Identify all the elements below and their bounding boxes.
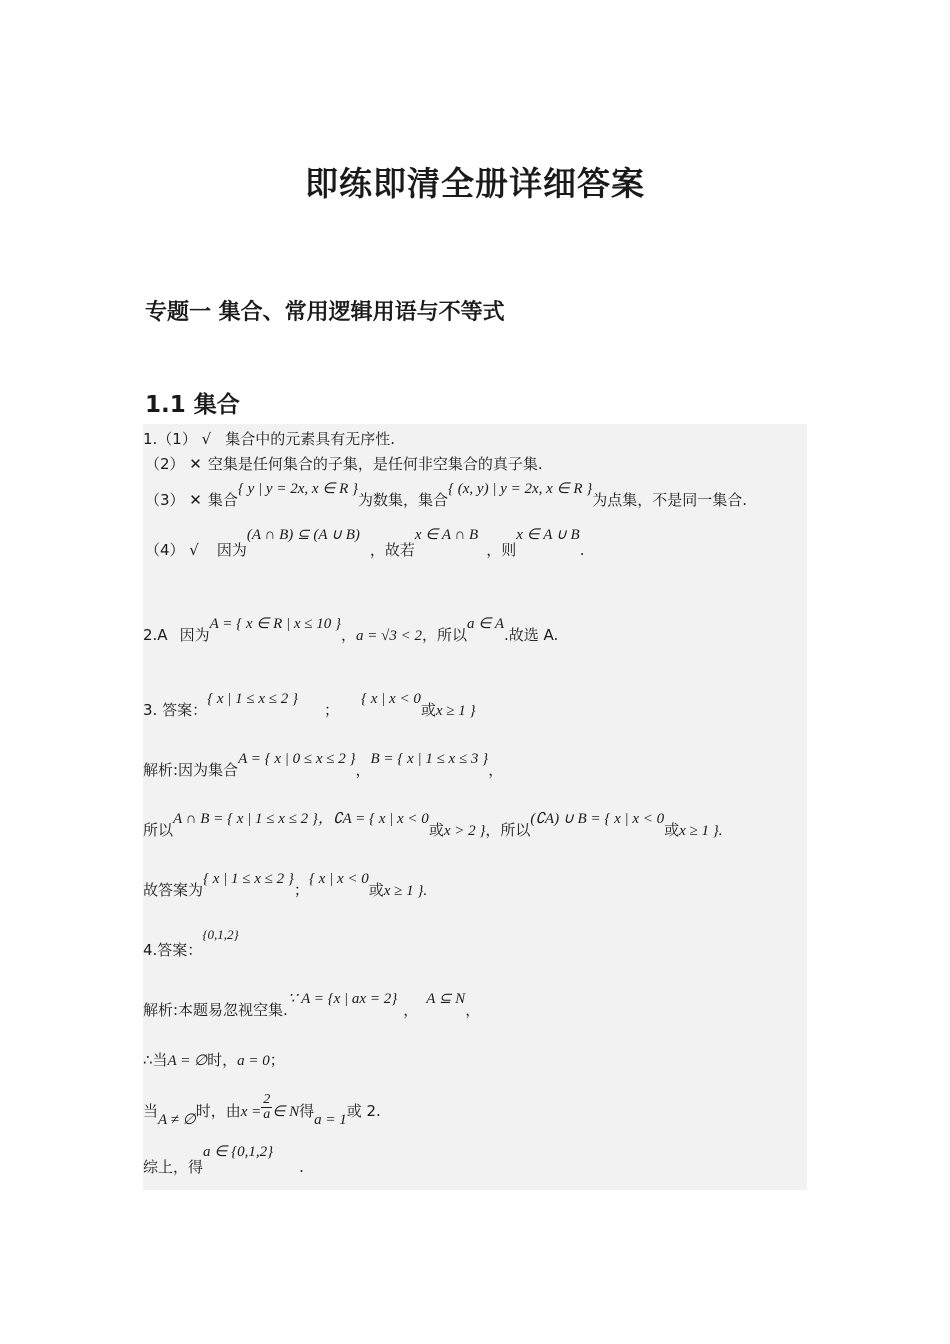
q4-summary-formula: a ∈ {0,1,2} — [203, 1144, 274, 1160]
q2-formula-2: a = √3 < 2 — [356, 628, 423, 644]
q4-analysis2-formula-2: a = 0 — [237, 1053, 270, 1069]
q4-summary-line — [143, 1144, 304, 1178]
q1-line-2 — [145, 454, 543, 474]
q2-text-c: ，所以 — [422, 626, 468, 644]
q3-answer-formula-3: x ≥ 1 } — [435, 703, 476, 719]
q4-analysis3-formula-1: A ≠ ∅ — [158, 1112, 196, 1128]
q4-analysis3-fraction — [261, 1093, 272, 1122]
q1-item3-formula-1: { y | y = 2x, x ∈ R } — [237, 481, 359, 497]
q4-analysis2-text-b: 时， — [207, 1051, 238, 1069]
q1-item4-text-a: 因为 — [216, 541, 247, 559]
q3-conclusion-text: 故答案为 — [143, 881, 204, 899]
q3-answer-formula-1: { x | 1 ≤ x ≤ 2 } — [207, 691, 298, 707]
q3-analysis2-text-b: ，所以 — [485, 821, 531, 839]
q1-item4-formula-1: (A ∩ B) ⊆ (A ∪ B) — [246, 527, 360, 543]
q1-item2-number: （2） ✕ — [145, 455, 202, 473]
q4-analysis-formula-1: ∵ A = {x | ax = 2} — [287, 991, 398, 1007]
q2-text-b: ， — [341, 626, 357, 644]
q4-answer-line — [143, 927, 239, 961]
q4-analysis-line-1 — [143, 991, 481, 1021]
q3-conclusion-formula-2: { x | x < 0 — [308, 871, 369, 887]
q4-analysis3-formula-3: a = 1 — [314, 1112, 347, 1128]
q4-summary-text-b: . — [299, 1158, 304, 1176]
q4-analysis2-formula-1: A = ∅ — [167, 1053, 208, 1069]
q3-analysis-formula-b: B = { x | 1 ≤ x ≤ 3 } — [370, 751, 489, 767]
q1-item1-text: 集合中的元素具有无序性. — [225, 430, 395, 448]
q4-analysis3-text-a: 当 — [143, 1102, 159, 1120]
q1-item4-text-d: . — [579, 541, 585, 559]
q3-analysis2-formula-6: x ≥ 1 }. — [679, 823, 723, 839]
q1-item4-text-c: ，则 — [486, 541, 517, 559]
q3-analysis2-or-2: 或 — [664, 821, 680, 839]
q2-text-d: .故选 A. — [504, 626, 559, 644]
q2-formula-3: a ∈ A — [467, 616, 504, 632]
q3-answer-formula-2: { x | x < 0 — [361, 691, 421, 707]
q1-line-3 — [145, 481, 748, 511]
q4-analysis-text-c: ， — [465, 1001, 481, 1019]
q1-item1-number: 1.（1） √ — [143, 430, 212, 448]
fraction-numerator: 2 — [263, 1092, 271, 1107]
q3-conclusion-formula-3: x ≥ 1 }. — [383, 883, 428, 899]
q3-analysis2-formula-3: x > 2 } — [443, 823, 486, 839]
fraction-denominator: a — [263, 1107, 271, 1122]
q1-item2-text: 空集是任何集合的子集，是任何非空集合的真子集. — [207, 455, 543, 473]
q4-answer-label: 4.答案： — [143, 941, 203, 959]
q3-analysis-formula-a: A = { x | 0 ≤ x ≤ 2 } — [238, 751, 356, 767]
q4-summary-text-a: 综上，得 — [143, 1158, 204, 1176]
q1-line-4 — [145, 527, 585, 561]
q1-item3-formula-2: { (x, y) | y = 2x, x ∈ R } — [448, 481, 593, 497]
q3-conclusion-separator: ； — [293, 881, 309, 899]
q1-item4-formula-3: x ∈ A ∪ B — [516, 527, 580, 543]
q3-analysis-line-1 — [143, 751, 504, 781]
q3-answer-separator: ； — [324, 701, 340, 719]
q4-analysis2-text-c: ； — [269, 1051, 285, 1069]
q4-analysis3-formula-2-post: ∈ N — [272, 1104, 300, 1120]
q3-answer-line — [143, 691, 476, 721]
q4-analysis2-text-a: ∴当 — [143, 1051, 168, 1069]
q3-analysis2-text-a: 所以 — [143, 821, 174, 839]
q1-item4-text-b: ，故若 — [369, 541, 415, 559]
document-title: 即练即清全册详细答案 — [305, 164, 645, 203]
q4-analysis-line-3 — [143, 1092, 381, 1128]
q1-item4-formula-2: x ∈ A ∩ B — [414, 527, 479, 543]
chapter-heading: 专题一 集合、常用逻辑用语与不等式 — [145, 300, 505, 325]
q3-analysis-text-c: ， — [488, 761, 504, 779]
q2-line — [143, 616, 559, 646]
q3-conclusion-formula-1: { x | 1 ≤ x ≤ 2 } — [203, 871, 294, 887]
q4-analysis3-text-d: 或 2. — [346, 1102, 381, 1120]
q1-item3-text-a: 集合 — [207, 491, 238, 509]
q3-analysis-line-2 — [143, 811, 723, 841]
q2-formula-1: A = { x ∈ R | x ≤ 10 } — [209, 616, 342, 632]
q4-analysis-line-2 — [143, 1050, 285, 1071]
q3-answer-label: 3. 答案： — [143, 701, 208, 719]
q2-text-a: 因为 — [179, 626, 210, 644]
q4-analysis-text-b: ， — [403, 1001, 419, 1019]
q4-analysis3-text-b: 时，由 — [195, 1102, 241, 1120]
q3-conclusion-or: 或 — [368, 881, 384, 899]
q3-answer-or: 或 — [420, 701, 436, 719]
q3-analysis2-complement: ，∁ — [317, 811, 343, 827]
answer-panel — [143, 424, 807, 1190]
q4-analysis3-text-c: 得 — [299, 1102, 315, 1120]
q4-analysis-formula-2: A ⊆ N — [426, 991, 466, 1007]
q3-analysis2-or: 或 — [428, 821, 444, 839]
section-heading: 1.1 集合 — [145, 392, 240, 418]
q1-item3-text-b: 为数集，集合 — [358, 491, 449, 509]
q4-analysis3-formula-2-pre: x = — [240, 1104, 262, 1120]
q1-line-1 — [143, 429, 395, 449]
q3-analysis2-formula-1: A ∩ B = { x | 1 ≤ x ≤ 2 } — [173, 811, 318, 827]
q2-number: 2.A — [143, 626, 168, 644]
q3-analysis2-formula-2: A = { x | x < 0 — [342, 811, 429, 827]
q3-conclusion-line — [143, 871, 428, 901]
q3-analysis2-formula-5: A) ∪ B = { x | x < 0 — [544, 811, 665, 827]
q4-answer-formula: {0,1,2} — [202, 927, 239, 942]
q4-analysis-text-a: 解析:本题易忽视空集. — [143, 1001, 288, 1019]
q1-item3-text-c: 为点集，不是同一集合. — [592, 491, 748, 509]
q1-item4-number: （4） √ — [145, 541, 199, 559]
q3-analysis-text-a: 解析:因为集合 — [143, 761, 239, 779]
q3-analysis2-formula-4: (∁ — [530, 811, 545, 827]
q3-analysis-text-b: ， — [355, 761, 371, 779]
q1-item3-number: （3） ✕ — [145, 491, 202, 509]
